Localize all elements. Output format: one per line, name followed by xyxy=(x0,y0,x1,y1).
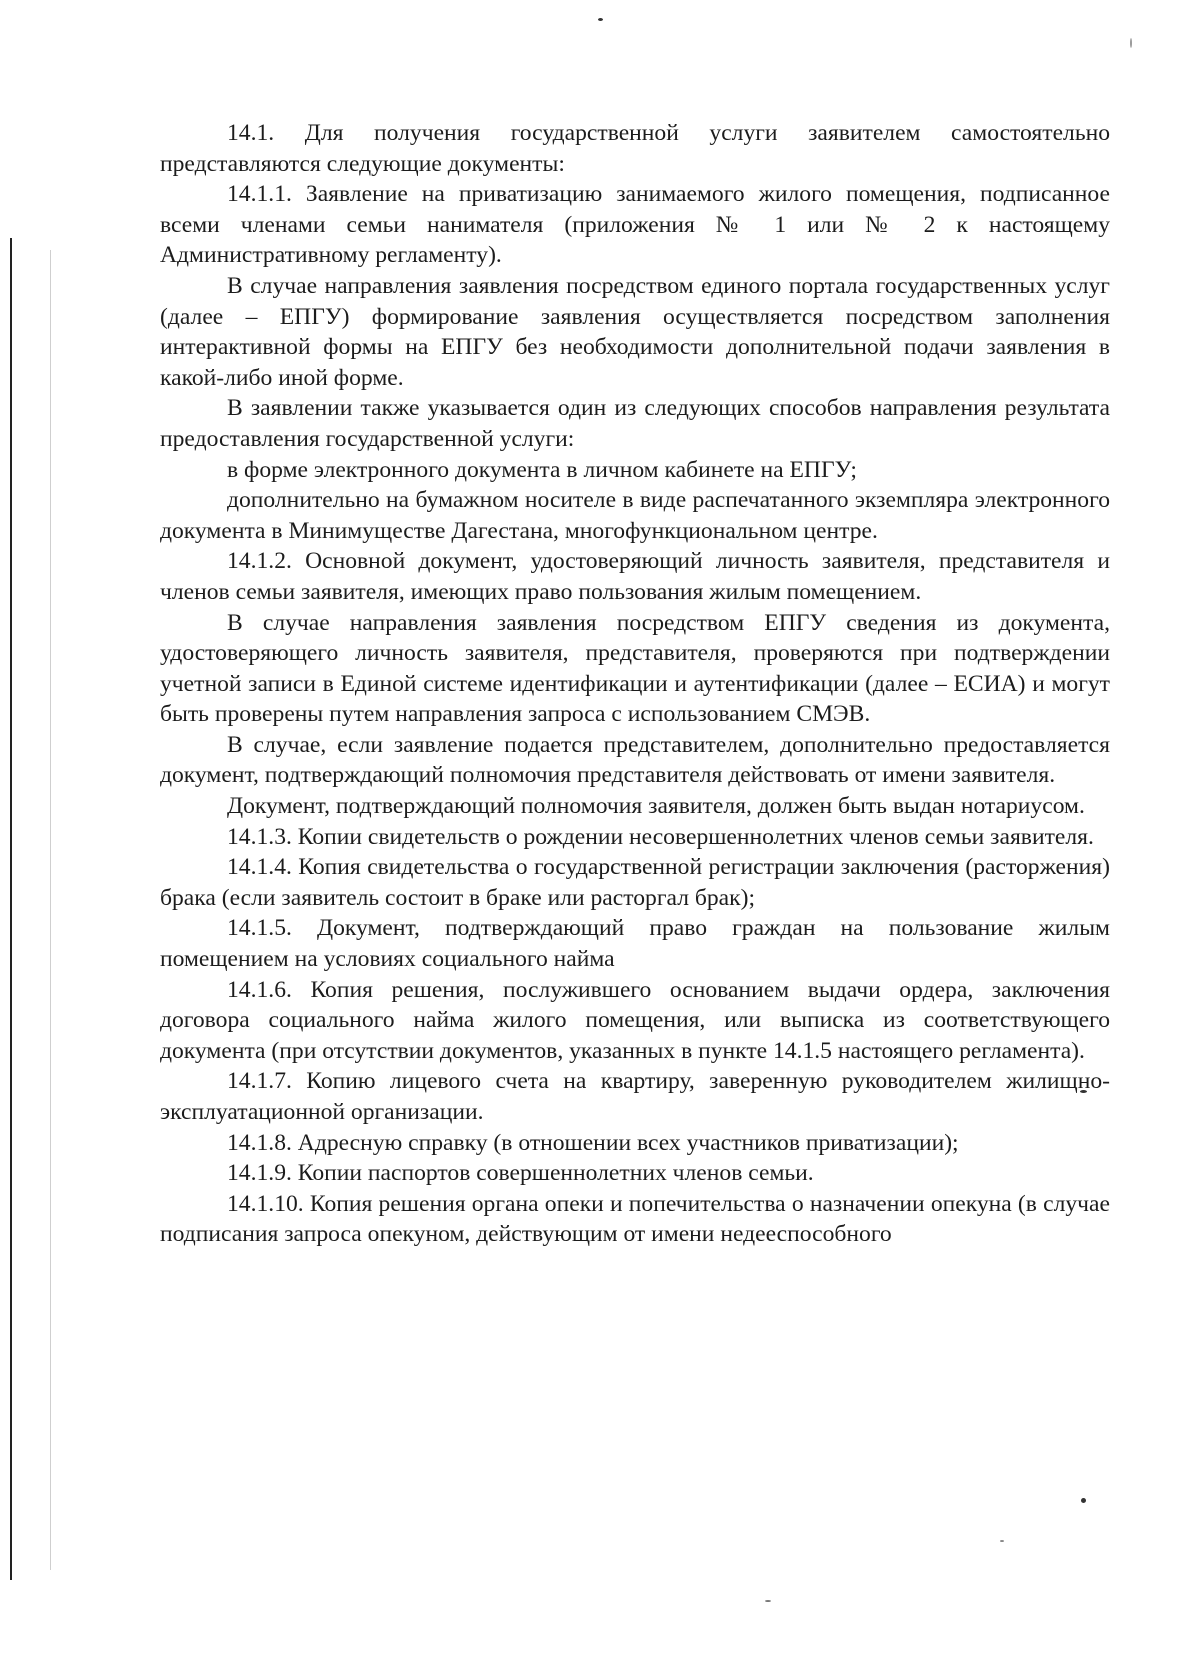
paragraph-epgu-application: В случае направления заявления посредством единого портала государственных услуг (далее – ЕПГУ) формирование заявления осуществляется посредством заполнения интерактивной формы на ЕПГУ без необходимости дополнительной подачи заявления в какой-либо иной форме. xyxy=(160,272,1110,391)
paragraph-14-1-4: 14.1.4. Копия свидетельства о государственной регистрации заключения (расторжения) брака (если заявитель состоит в браке или расторгал брак); xyxy=(160,854,1110,911)
paragraph-14-1-1: 14.1.1. Заявление на приватизацию занимаемого жилого помещения, подписанное всеми членами семьи нанимателя (приложения № 1 или № 2 к настоящему Административному регламенту). xyxy=(160,181,1110,269)
paragraph-esia-verification: В случае направления заявления посредством ЕПГУ сведения из документа, удостоверяющего личность заявителя, представителя, проверяются при подтверждении учетной записи в Единой системе идентификации и аутентификации (далее – ЕСИА) и могут быть проверены путем направления запроса с использованием СМЭВ. xyxy=(160,609,1110,728)
paragraph-electronic-form: в форме электронного документа в личном кабинете на ЕПГУ; xyxy=(227,456,857,483)
paragraph-14-1: 14.1. Для получения государственной услуги заявителем самостоятельно представляются следующие документы: xyxy=(160,120,1110,177)
scan-speck xyxy=(1000,1540,1004,1542)
paragraph-14-1-9: 14.1.9. Копии паспортов совершеннолетних членов семьи. xyxy=(227,1160,814,1187)
paragraph-14-1-10: 14.1.10. Копия решения органа опеки и попечительства о назначении опекуна (в случае подписания запроса опекуном, действующим от имени недееспособного xyxy=(160,1190,1110,1248)
scan-margin-shadow xyxy=(50,250,51,1570)
scan-margin-line xyxy=(10,238,12,1580)
scan-speck xyxy=(1130,38,1132,48)
paragraph-result-methods: В заявлении также указывается один из следующих способов направления результата предоставления государственной услуги: xyxy=(160,395,1110,452)
paragraph-paper-form: дополнительно на бумажном носителе в виде распечатанного экземпляра электронного документа в Минимуществе Дагестана, многофункциональном центре. xyxy=(160,487,1110,544)
paragraph-14-1-8: 14.1.8. Адресную справку (в отношении всех участников приватизации); xyxy=(227,1129,959,1156)
paragraph-14-1-7: 14.1.7. Копию лицевого счета на квартиру, заверенную руководителем жилищно-эксплуатационной организации. xyxy=(160,1068,1110,1125)
document-body xyxy=(160,118,1110,1250)
paragraph-14-1-2: 14.1.2. Основной документ, удостоверяющий личность заявителя, представителя и членов семьи заявителя, имеющих право пользования жилым помещением. xyxy=(160,548,1110,605)
paragraph-14-1-6: 14.1.6. Копия решения, послужившего основанием выдачи ордера, заключения договора социального найма жилого помещения, или выписка из соответствующего документа (при отсутствии документов, указанных в пункте 14.1.5 настоящего регламента). xyxy=(160,976,1110,1064)
scan-speck xyxy=(598,18,603,21)
scan-speck xyxy=(765,1600,771,1602)
paragraph-notary: Документ, подтверждающий полномочия заявителя, должен быть выдан нотариусом. xyxy=(227,793,1085,820)
scan-speck xyxy=(1081,1498,1086,1503)
paragraph-14-1-3: 14.1.3. Копии свидетельств о рождении несовершеннолетних членов семьи заявителя. xyxy=(227,823,1094,850)
paragraph-14-1-5: 14.1.5. Документ, подтверждающий право граждан на пользование жилым помещением на условиях социального найма xyxy=(160,915,1110,973)
paragraph-representative: В случае, если заявление подается представителем, дополнительно предоставляется документ, подтверждающий полномочия представителя действовать от имени заявителя. xyxy=(160,731,1110,789)
